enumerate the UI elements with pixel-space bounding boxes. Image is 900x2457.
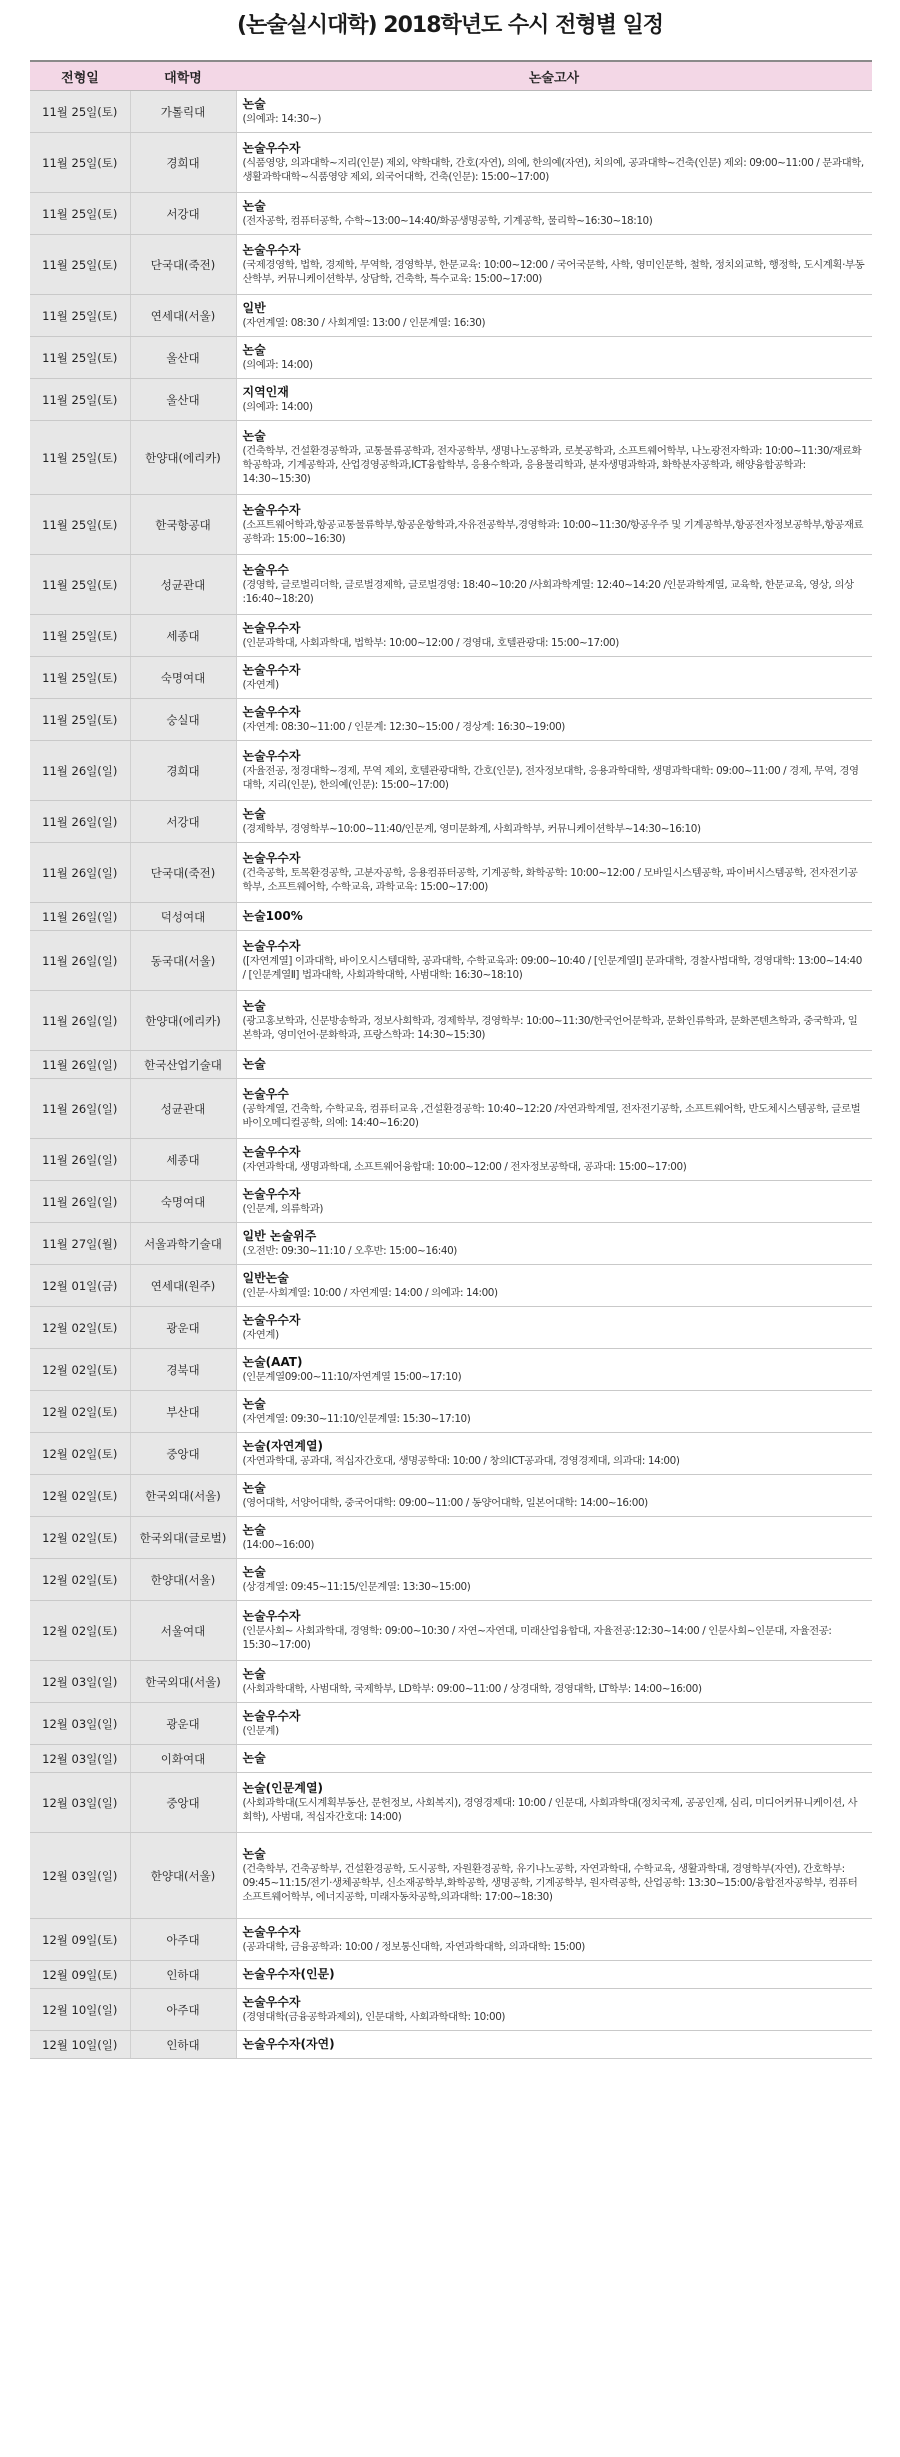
cell-university: 숭실대 <box>130 699 236 741</box>
cell-date: 12월 03일(일) <box>30 1745 130 1773</box>
cell-date: 12월 02일(토) <box>30 1433 130 1475</box>
table-row <box>30 421 872 495</box>
table-row <box>30 1349 872 1391</box>
exam-detail: (건축학부, 건축공학부, 건설환경공학, 도시공학, 자원환경공학, 유기나노공학, 자연과학대, 수학교육, 생활과학대, 경영학부(자연), 간호학부: 09:45~11:15/전기·생체공학부, 신소재공학부,화학공학, 생명공학, 기계공학부, 원자력공학, 산업공학: 13:30~15:00/융합전자공학부, 컴퓨터소프트웨어학부, 에너지공학, 미래자동차공학,의과대학: 17:00~18:30) <box>242 1863 858 1903</box>
cell-university: 중앙대 <box>130 1773 236 1833</box>
cell-exam <box>236 657 872 699</box>
exam-type: 논술 <box>242 1397 266 1411</box>
exam-detail: (의예과: 14:30~) <box>242 113 321 125</box>
cell-university: 서울여대 <box>130 1601 236 1661</box>
exam-detail: (사회과학대학, 사범대학, 국제학부, LD학부: 09:00~11:00 / 상경대학, 경영대학, LT학부: 14:00~16:00) <box>242 1683 702 1695</box>
cell-exam <box>236 295 872 337</box>
exam-type: 논술 <box>242 1523 266 1537</box>
exam-type: 논술 <box>242 199 266 213</box>
exam-type: 논술우수자 <box>242 705 301 719</box>
cell-exam <box>236 1989 872 2031</box>
cell-date: 11월 25일(토) <box>30 235 130 295</box>
cell-date: 12월 09일(토) <box>30 1961 130 1989</box>
cell-exam <box>236 1919 872 1961</box>
exam-detail: (사회과학대(도시계획부동산, 문헌정보, 사회복지), 경영경제대: 10:00 / 인문대, 사회과학대(정치국제, 공공인재, 심리, 미디어커뮤니케이션, 사회학), 사범대, 적십자간호대: 14:00) <box>242 1797 858 1823</box>
cell-university: 연세대(서울) <box>130 295 236 337</box>
cell-university: 숙명여대 <box>130 657 236 699</box>
cell-exam <box>236 91 872 133</box>
cell-date: 11월 26일(일) <box>30 801 130 843</box>
cell-university: 경희대 <box>130 133 236 193</box>
cell-date: 11월 26일(일) <box>30 843 130 903</box>
cell-university: 숙명여대 <box>130 1181 236 1223</box>
exam-detail: (자연계) <box>242 1329 279 1341</box>
cell-date: 11월 25일(토) <box>30 379 130 421</box>
exam-type: 논술우수 <box>242 563 289 577</box>
cell-university: 이화여대 <box>130 1745 236 1773</box>
cell-date: 12월 02일(토) <box>30 1307 130 1349</box>
cell-exam <box>236 2031 872 2059</box>
cell-university: 세종대 <box>130 1139 236 1181</box>
cell-date: 11월 25일(토) <box>30 133 130 193</box>
table-row <box>30 699 872 741</box>
cell-exam <box>236 133 872 193</box>
cell-university: 덕성여대 <box>130 903 236 931</box>
cell-exam <box>236 991 872 1051</box>
cell-date: 11월 26일(일) <box>30 1079 130 1139</box>
table-row <box>30 1433 872 1475</box>
cell-university: 서강대 <box>130 193 236 235</box>
cell-exam <box>236 1051 872 1079</box>
exam-detail: (경제학부, 경영학부~10:00~11:40/인문계, 영미문화계, 사회과학부, 커뮤니케이션학부~14:30~16:10) <box>242 823 701 835</box>
exam-type: 논술우수 <box>242 1087 289 1101</box>
exam-detail: (자연계열: 09:30~11:10/인문계열: 15:30~17:10) <box>242 1413 471 1425</box>
cell-date: 11월 25일(토) <box>30 495 130 555</box>
cell-exam <box>236 843 872 903</box>
table-row <box>30 903 872 931</box>
table-row <box>30 1475 872 1517</box>
table-row <box>30 931 872 991</box>
exam-type: 논술 <box>242 1667 266 1681</box>
table-row <box>30 1961 872 1989</box>
cell-date: 12월 02일(토) <box>30 1559 130 1601</box>
table-row <box>30 1051 872 1079</box>
exam-detail: (인문계) <box>242 1725 279 1737</box>
cell-date: 11월 26일(일) <box>30 931 130 991</box>
cell-date: 12월 03일(일) <box>30 1661 130 1703</box>
cell-date: 12월 02일(토) <box>30 1349 130 1391</box>
cell-university: 인하대 <box>130 2031 236 2059</box>
exam-detail: (경영대학(금융공학과제외), 인문대학, 사회과학대학: 10:00) <box>242 2011 506 2023</box>
cell-university: 성균관대 <box>130 555 236 615</box>
cell-university: 한국외대(서울) <box>130 1661 236 1703</box>
exam-type: 논술우수자 <box>242 1995 301 2009</box>
exam-detail: (자연계: 08:30~11:00 / 인문계: 12:30~15:00 / 경상계: 16:30~19:00) <box>242 721 565 733</box>
cell-university: 한양대(에리카) <box>130 421 236 495</box>
cell-date: 11월 25일(토) <box>30 555 130 615</box>
exam-detail: (14:00~16:00) <box>242 1539 315 1551</box>
exam-type: 논술우수자 <box>242 243 301 257</box>
cell-university: 아주대 <box>130 1989 236 2031</box>
exam-type: 논술 <box>242 1057 266 1071</box>
header-exam: 논술고사 <box>236 61 872 91</box>
exam-type: 논술 <box>242 1481 266 1495</box>
cell-exam <box>236 1433 872 1475</box>
exam-type: 지역인재 <box>242 385 289 399</box>
exam-detail: (자연계) <box>242 679 279 691</box>
exam-type: 논술 <box>242 1565 266 1579</box>
cell-exam <box>236 741 872 801</box>
cell-exam <box>236 1391 872 1433</box>
cell-date: 12월 09일(토) <box>30 1919 130 1961</box>
cell-university: 광운대 <box>130 1703 236 1745</box>
cell-university: 한국외대(서울) <box>130 1475 236 1517</box>
table-row <box>30 295 872 337</box>
table-row <box>30 991 872 1051</box>
exam-detail: (건축공학, 토목환경공학, 고분자공학, 응용컴퓨터공학, 기계공학, 화학공학: 10:00~12:00 / 모바일시스템공학, 파이버시스템공학, 전자전기공학부, 소프트웨어학, 수학교육, 과학교육: 15:00~17:00) <box>242 867 858 893</box>
table-row <box>30 1773 872 1833</box>
cell-university: 서울과학기술대 <box>130 1223 236 1265</box>
table-row <box>30 1989 872 2031</box>
exam-type: 논술우수자(인문) <box>242 1967 335 1981</box>
cell-date: 12월 03일(일) <box>30 1833 130 1919</box>
table-body <box>30 91 872 2059</box>
exam-detail: (인문·사회계열: 10:00 / 자연계열: 14:00 / 의예과: 14:00) <box>242 1287 498 1299</box>
exam-type: 논술우수자 <box>242 621 301 635</box>
cell-date: 12월 02일(토) <box>30 1391 130 1433</box>
cell-exam <box>236 1349 872 1391</box>
cell-university: 중앙대 <box>130 1433 236 1475</box>
cell-exam <box>236 1265 872 1307</box>
table-row <box>30 1181 872 1223</box>
cell-university: 한양대(서울) <box>130 1833 236 1919</box>
exam-detail: (상경계열: 09:45~11:15/인문계열: 13:30~15:00) <box>242 1581 471 1593</box>
exam-detail: (공과대학, 금융공학과: 10:00 / 정보통신대학, 자연과학대학, 의과대학: 15:00) <box>242 1941 585 1953</box>
exam-type: 논술우수자 <box>242 1709 301 1723</box>
exam-type: 논술우수자 <box>242 1609 301 1623</box>
table-row <box>30 379 872 421</box>
exam-detail: (식품영양, 의과대학~지리(인문) 제외, 약학대학, 간호(자연), 의예, 한의예(자연), 치의예, 공과대학~건축(인문) 제외: 09:00~11:00 / 문과대학, 생활과학대학~식품영양 제외, 외국어대학, 건축(인문): 15:00~17:00) <box>242 157 864 183</box>
table-row <box>30 843 872 903</box>
cell-exam <box>236 1139 872 1181</box>
cell-date: 12월 03일(일) <box>30 1703 130 1745</box>
table-row <box>30 193 872 235</box>
exam-type: 논술 <box>242 97 266 111</box>
cell-university: 서강대 <box>130 801 236 843</box>
table-row <box>30 1833 872 1919</box>
table-row <box>30 1919 872 1961</box>
cell-exam <box>236 1703 872 1745</box>
cell-date: 12월 02일(토) <box>30 1517 130 1559</box>
cell-university: 아주대 <box>130 1919 236 1961</box>
table-row <box>30 1661 872 1703</box>
cell-date: 11월 25일(토) <box>30 421 130 495</box>
cell-exam <box>236 1601 872 1661</box>
cell-exam <box>236 1745 872 1773</box>
exam-type: 논술우수자 <box>242 749 301 763</box>
cell-exam <box>236 1307 872 1349</box>
cell-university: 울산대 <box>130 379 236 421</box>
table-row <box>30 555 872 615</box>
table-row <box>30 1517 872 1559</box>
table-row <box>30 1391 872 1433</box>
schedule-table <box>30 60 872 2059</box>
cell-exam <box>236 931 872 991</box>
cell-date: 11월 25일(토) <box>30 295 130 337</box>
cell-exam <box>236 1961 872 1989</box>
cell-date: 11월 26일(일) <box>30 1139 130 1181</box>
cell-exam <box>236 1661 872 1703</box>
cell-exam <box>236 1475 872 1517</box>
cell-university: 울산대 <box>130 337 236 379</box>
cell-exam <box>236 235 872 295</box>
cell-university: 단국대(죽전) <box>130 235 236 295</box>
exam-type: 일반논술 <box>242 1271 289 1285</box>
exam-detail: (인문계열09:00~11:10/자연계열 15:00~17:10) <box>242 1371 462 1383</box>
exam-type: 논술우수자 <box>242 1925 301 1939</box>
cell-exam <box>236 1223 872 1265</box>
exam-type: 논술 <box>242 343 266 357</box>
cell-university: 단국대(죽전) <box>130 843 236 903</box>
table-row <box>30 1079 872 1139</box>
cell-university: 경희대 <box>130 741 236 801</box>
cell-university: 한국항공대 <box>130 495 236 555</box>
cell-university: 성균관대 <box>130 1079 236 1139</box>
cell-date: 11월 26일(일) <box>30 1181 130 1223</box>
cell-exam <box>236 1079 872 1139</box>
exam-detail: (자율전공, 정경대학~경제, 무역 제외, 호텔관광대학, 간호(인문), 전자정보대학, 응용과학대학, 생명과학대학: 09:00~11:00 / 경제, 무역, 경영대학, 지리(인문), 한의예(인문): 15:00~17:00) <box>242 765 859 791</box>
table-header-row <box>30 61 872 91</box>
exam-type: 논술(AAT) <box>242 1355 303 1369</box>
exam-detail: (경영학, 글로벌리더학, 글로벌경제학, 글로벌경영: 18:40~10:20 /사회과학계열: 12:40~14:20 /인문과학계열, 교육학, 한문교육, 영상, 의상 :16:40~18:20) <box>242 579 854 605</box>
table-row <box>30 1265 872 1307</box>
cell-exam <box>236 903 872 931</box>
cell-university: 세종대 <box>130 615 236 657</box>
cell-university: 한양대(에리카) <box>130 991 236 1051</box>
table-row <box>30 801 872 843</box>
table-row <box>30 657 872 699</box>
table-row <box>30 2031 872 2059</box>
exam-type: 일반 <box>242 301 266 315</box>
cell-date: 11월 25일(토) <box>30 91 130 133</box>
cell-university: 한양대(서울) <box>130 1559 236 1601</box>
cell-exam <box>236 421 872 495</box>
exam-type: 논술 <box>242 999 266 1013</box>
cell-date: 12월 10일(일) <box>30 2031 130 2059</box>
exam-detail: (인문과학대, 사회과학대, 법학부: 10:00~12:00 / 경영대, 호텔관광대: 15:00~17:00) <box>242 637 619 649</box>
header-date: 전형일 <box>30 61 130 91</box>
exam-type: 일반 논술위주 <box>242 1229 317 1243</box>
exam-detail: (자연과학대, 생명과학대, 소프트웨어융합대: 10:00~12:00 / 전자정보공학대, 공과대: 15:00~17:00) <box>242 1161 687 1173</box>
cell-exam <box>236 379 872 421</box>
exam-detail: (소프트웨어학과,항공교통물류학부,항공운항학과,자유전공학부,경영학과: 10:00~11:30/항공우주 및 기계공학부,항공전자정보공학부,항공재료공학과: 15:00~16:30) <box>242 519 864 545</box>
cell-exam <box>236 801 872 843</box>
cell-date: 12월 03일(일) <box>30 1773 130 1833</box>
cell-exam <box>236 699 872 741</box>
table-row <box>30 133 872 193</box>
cell-university: 한국산업기술대 <box>130 1051 236 1079</box>
exam-type: 논술(인문계열) <box>242 1781 324 1795</box>
cell-date: 11월 27일(월) <box>30 1223 130 1265</box>
cell-university: 부산대 <box>130 1391 236 1433</box>
exam-detail: ([자연계열] 이과대학, 바이오시스템대학, 공과대학, 수학교육과: 09:00~10:40 / [인문계열Ⅰ] 문과대학, 경찰사법대학, 경영대학: 13:00~14:40 / [인문계열Ⅱ] 법과대학, 사회과학대학, 사범대학: 16:30~18:10) <box>242 955 862 981</box>
cell-date: 11월 26일(일) <box>30 903 130 931</box>
exam-type: 논술우수자 <box>242 1145 301 1159</box>
cell-university: 경북대 <box>130 1349 236 1391</box>
exam-type: 논술우수자 <box>242 503 301 517</box>
exam-detail: (의예과: 14:00) <box>242 401 313 413</box>
table-row <box>30 1559 872 1601</box>
cell-date: 11월 26일(일) <box>30 1051 130 1079</box>
cell-university: 연세대(원주) <box>130 1265 236 1307</box>
table-row <box>30 495 872 555</box>
exam-detail: (인문사회~ 사회과학대, 경영학: 09:00~10:30 / 자연~자연대, 미래산업융합대, 자율전공:12:30~14:00 / 인문사회~인문대, 자율전공: 15:30~17:00) <box>242 1625 832 1651</box>
exam-detail: (국제경영학, 법학, 경제학, 무역학, 경영학부, 한문교육: 10:00~12:00 / 국어국문학, 사학, 영미인문학, 철학, 정치외교학, 행정학, 도시계획·부동산학부, 커뮤니케이션학부, 상담학, 건축학, 특수교육: 15:00~17:00) <box>242 259 865 285</box>
exam-detail: (자연과학대, 공과대, 적십자간호대, 생명공학대: 10:00 / 창의ICT공과대, 경영경제대, 의과대: 14:00) <box>242 1455 680 1467</box>
exam-detail: (인문계, 의류학과) <box>242 1203 324 1215</box>
cell-exam <box>236 337 872 379</box>
cell-exam <box>236 615 872 657</box>
exam-detail: (전자공학, 컴퓨터공학, 수학~13:00~14:40/화공생명공학, 기계공학, 물리학~16:30~18:10) <box>242 215 653 227</box>
exam-type: 논술 <box>242 1751 266 1765</box>
cell-university: 동국대(서울) <box>130 931 236 991</box>
exam-type: 논술우수자(자연) <box>242 2037 335 2051</box>
table-row <box>30 1307 872 1349</box>
table-row <box>30 91 872 133</box>
cell-date: 11월 26일(일) <box>30 991 130 1051</box>
cell-university: 광운대 <box>130 1307 236 1349</box>
cell-university: 한국외대(글로벌) <box>130 1517 236 1559</box>
exam-detail: (의예과: 14:00) <box>242 359 313 371</box>
exam-detail: (자연계열: 08:30 / 사회계열: 13:00 / 인문계열: 16:30) <box>242 317 486 329</box>
table-row <box>30 1223 872 1265</box>
exam-type: 논술우수자 <box>242 851 301 865</box>
table-row <box>30 1139 872 1181</box>
cell-exam <box>236 1773 872 1833</box>
table-row <box>30 1745 872 1773</box>
cell-date: 11월 25일(토) <box>30 337 130 379</box>
cell-date: 12월 10일(일) <box>30 1989 130 2031</box>
cell-exam <box>236 1181 872 1223</box>
table-row <box>30 1601 872 1661</box>
cell-exam <box>236 1517 872 1559</box>
table-row <box>30 615 872 657</box>
cell-university: 인하대 <box>130 1961 236 1989</box>
table-row <box>30 1703 872 1745</box>
exam-type: 논술100% <box>242 909 303 923</box>
exam-type: 논술 <box>242 807 266 821</box>
cell-date: 12월 02일(토) <box>30 1475 130 1517</box>
table-row <box>30 337 872 379</box>
exam-type: 논술 <box>242 1847 266 1861</box>
cell-date: 11월 26일(일) <box>30 741 130 801</box>
exam-type: 논술(자연계열) <box>242 1439 324 1453</box>
exam-type: 논술우수자 <box>242 663 301 677</box>
cell-exam <box>236 555 872 615</box>
exam-type: 논술 <box>242 429 266 443</box>
cell-date: 11월 25일(토) <box>30 657 130 699</box>
exam-type: 논술우수자 <box>242 1313 301 1327</box>
page-title: (논술실시대학) 2018학년도 수시 전형별 일정 <box>236 13 663 38</box>
cell-exam <box>236 1833 872 1919</box>
exam-type: 논술우수자 <box>242 1187 301 1201</box>
exam-detail: (영어대학, 서양어대학, 중국어대학: 09:00~11:00 / 동양어대학, 일본어대학: 14:00~16:00) <box>242 1497 648 1509</box>
exam-type: 논술우수자 <box>242 141 301 155</box>
exam-detail: (건축학부, 건설환경공학과, 교통물류공학과, 전자공학부, 생명나노공학과, 로봇공학과, 소프트웨어학부, 나노광전자학과: 10:00~11:30/재료화학공학과, 기계공학과, 산업경영공학과,ICT융합학부, 응용수학과, 응용물리학과, 분자생명과학과, 화학분자공학과, 해양융합공학과: 14:30~15:30) <box>242 445 862 485</box>
cell-exam <box>236 193 872 235</box>
table-row <box>30 235 872 295</box>
cell-date: 12월 01일(금) <box>30 1265 130 1307</box>
table-row <box>30 741 872 801</box>
cell-university: 가톨릭대 <box>130 91 236 133</box>
exam-type: 논술우수자 <box>242 939 301 953</box>
cell-date: 11월 25일(토) <box>30 699 130 741</box>
cell-exam <box>236 1559 872 1601</box>
exam-detail: (오전반: 09:30~11:10 / 오후반: 15:00~16:40) <box>242 1245 457 1257</box>
cell-date: 12월 02일(토) <box>30 1601 130 1661</box>
cell-date: 11월 25일(토) <box>30 615 130 657</box>
cell-date: 11월 25일(토) <box>30 193 130 235</box>
header-university: 대학명 <box>130 61 236 91</box>
cell-exam <box>236 495 872 555</box>
exam-detail: (공학계열, 건축학, 수학교육, 컴퓨터교육 ,건설환경공학: 10:40~12:20 /자연과학계열, 전자전기공학, 소프트웨어학, 반도체시스템공학, 글로벌바이오메디컬공학, 의예: 14:40~16:20) <box>242 1103 861 1129</box>
exam-detail: (광고홍보학과, 신문방송학과, 정보사회학과, 경제학부, 경영학부: 10:00~11:30/한국언어문학과, 문화인류학과, 문화콘텐츠학과, 중국학과, 일본학과, 영미언어·문화학과, 프랑스학과: 14:30~15:30) <box>242 1015 858 1041</box>
